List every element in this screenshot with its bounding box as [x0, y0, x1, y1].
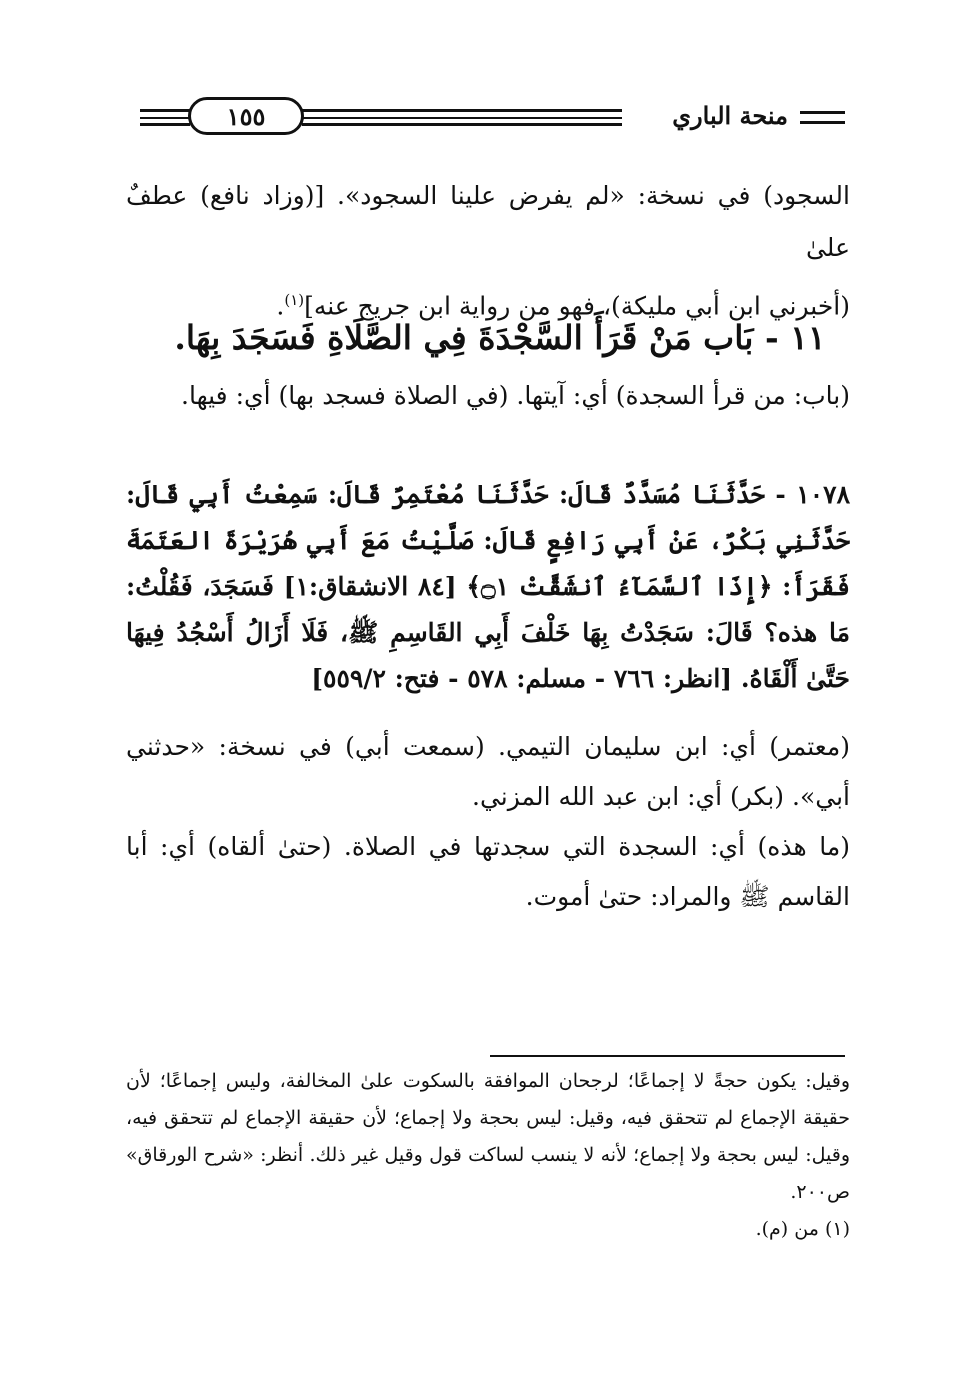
header-rule-left-1 [140, 109, 190, 112]
page-number: ١٥٥ [188, 97, 304, 135]
intro-line-1: السجود) في نسخة: «لم يفرض علينا السجود». [(وزاد نافع) عطفٌ علىٰ [126, 181, 850, 262]
footnote-1: (١) من (م). [755, 1218, 850, 1240]
footnote-ref-1: (١) [284, 291, 305, 309]
commentary-block [126, 722, 850, 922]
commentary-paragraph-2: (ما هذه) أي: السجدة التي سجدتها في الصلاة. (حتىٰ ألقاه) أي: أبا القاسم ﷺ والمراد: حتىٰ أموت. [126, 832, 850, 911]
intro-paragraph [126, 170, 850, 332]
commentary-paragraph-1: (معتمر) أي: ابن سليمان التيمي. (سمعت أبي) في نسخة: «حدثني أبي». (بكر) أي: ابن عبد الله المزني. [126, 732, 850, 811]
section-commentary: (باب: من قرأ السجدة) أي: آيتها. (في الصلاة فسجد بها) أي: فيها. [181, 381, 850, 410]
footnotes [126, 1063, 850, 1248]
header-rule-left-3 [140, 123, 190, 126]
header-rule-mid-3 [302, 123, 622, 126]
header-rule-mid-1 [302, 109, 622, 112]
section-heading: ١١ - بَاب مَنْ قَرَأَ السَّجْدَةَ فِي الصَّلَاةِ فَسَجَدَ بِهَا. [174, 318, 826, 357]
header-rule-left-2 [140, 117, 190, 119]
header-rule-right-1 [800, 111, 845, 114]
book-title: منحة الباري [672, 101, 788, 130]
footnote-separator [490, 1055, 845, 1057]
intro-line-2-end: . [276, 291, 285, 321]
page-header [140, 95, 850, 145]
hadith-text: ١٠٧٨ - حَدَّثَنَا مُسَدَّدٌ قَالَ: حَدَّثَنَا مُعْتَمِرٌ قَالَ: سَمِعْتُ أَبِي قَالَ: حَدَّثَنِي بَكْرٌ، عَنْ أَبِي رَافِعٍ قَالَ: صَلَّيْتُ مَعَ أَبِي هُرَيْرَةَ العَتَمَةَ فَقَرَأَ: ﴿إِذَا ٱلسَّمَآءُ ٱنشَقَّتْ ۝١﴾ [٨٤ الانشقاق:١] فَسَجَدَ، فَقُلْتُ: مَا هذه؟ قَالَ: سَجَدْتُ بِهَا خَلْفَ أَبِي القَاسِمِ ﷺ، فَلَا أَزَالُ أَسْجُدُ فِيهَا حَتَّىٰ أَلْقَاهُ. [انظر: ٧٦٦ - مسلم: ٥٧٨ - فتح: ٥٥٩/٢] [126, 480, 851, 693]
header-rule-mid-2 [302, 117, 622, 119]
footnote-continued: وقيل: يكون حجةً لا إجماعًا؛ لرجحان الموافقة بالسكوت علىٰ المخالفة، وليس إجماعًا؛ لأن حقيقة الإجماع لم تتحقق فيه، وقيل: ليس بحجة ولا إجماع؛ لأن حقيقة الإجماع لم تتحقق فيه، وقيل: ليس بحجة ولا إجماع؛ لأنه لا ينسب لساكت قول وقيل غير ذلك. أنظر: «شرح الورقاق» ص٢٠٠. [126, 1070, 850, 1203]
header-rule-right-2 [800, 121, 845, 124]
intro-line-2-text: (أخبرني ابن أبي مليكة)، فهو من رواية ابن جريج عنه] [304, 291, 850, 321]
